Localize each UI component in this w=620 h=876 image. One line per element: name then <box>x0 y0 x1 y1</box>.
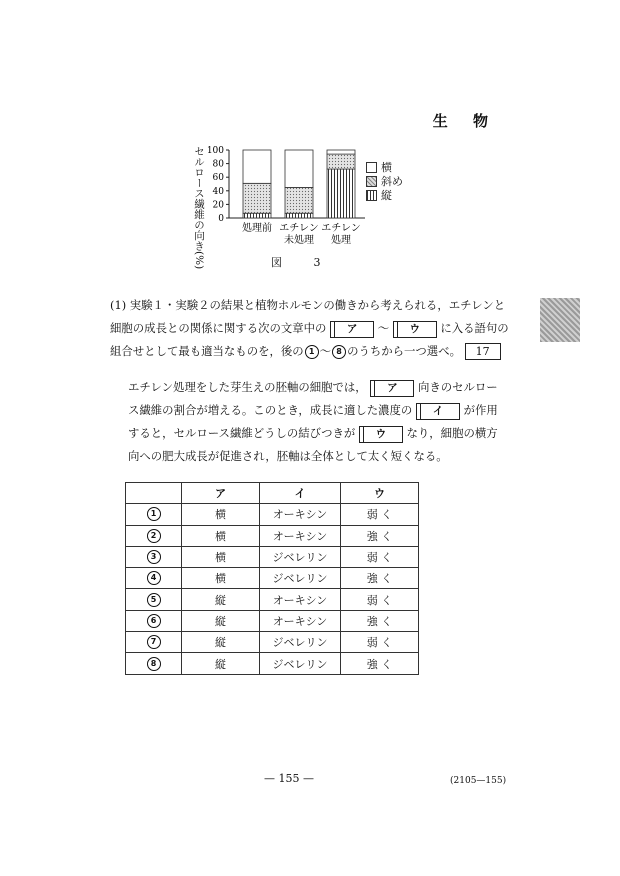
stacked-bar-chart <box>205 142 375 252</box>
cell-a: 横 <box>182 504 260 525</box>
circled-number: 8 <box>332 345 346 359</box>
table-row <box>126 610 419 631</box>
legend-label: 斜め <box>381 175 403 188</box>
subject-heading: 生 物 <box>432 112 498 130</box>
legend-swatch-vertical-icon <box>366 190 377 201</box>
x-tick-label: 処理 <box>331 235 351 246</box>
x-tick-label: 処理前 <box>242 223 272 234</box>
choices-table <box>125 482 419 675</box>
legend-item-yoko <box>366 160 403 174</box>
legend-item-naname <box>366 174 403 188</box>
choice-number: 1 <box>147 507 161 521</box>
header-cell: イ <box>260 483 341 504</box>
header-cell <box>126 483 182 504</box>
passage <box>128 376 508 468</box>
y-tick-label: 40 <box>212 186 224 197</box>
cell-a: 縦 <box>182 610 260 631</box>
circled-number: 1 <box>305 345 319 359</box>
choice-number: 3 <box>147 550 161 564</box>
x-tick-label: 未処理 <box>284 235 314 246</box>
figure-caption: 図 3 <box>271 256 335 269</box>
gray-index-tab <box>540 298 580 342</box>
cell-a: 縦 <box>182 589 260 610</box>
table-row <box>126 653 419 674</box>
legend-label: 横 <box>381 161 392 174</box>
cell-a: 横 <box>182 568 260 589</box>
cell-u: 弱 く <box>341 589 419 610</box>
bar-segment <box>243 183 271 213</box>
cell-i: ジベレリン <box>260 546 341 567</box>
choice-number: 4 <box>147 571 161 585</box>
y-tick-label: 20 <box>212 200 224 211</box>
y-axis-label: セルロース繊維の向き(%) <box>193 146 205 270</box>
legend-item-tate <box>366 188 403 202</box>
header-cell: ウ <box>341 483 419 504</box>
cell-u: 強 く <box>341 653 419 674</box>
passage-text: なり，細胞の横方向への肥大成長が促進され，胚軸は全体として太く短くなる。 <box>128 426 498 463</box>
passage-blank-c: ウ <box>359 426 403 443</box>
answer-number-box: 17 <box>465 343 501 360</box>
choice-number: 8 <box>147 657 161 671</box>
cell-u: 弱 く <box>341 632 419 653</box>
legend-swatch-blank-icon <box>366 162 377 173</box>
tilde: 〜 <box>377 321 390 335</box>
choice-number: 5 <box>147 593 161 607</box>
table-row <box>126 504 419 525</box>
question-text-c: のうちから一つ選べ。 <box>347 344 461 358</box>
cell-u: 強 く <box>341 525 419 546</box>
bar-segment <box>285 150 313 187</box>
table-row <box>126 546 419 567</box>
y-tick-label: 0 <box>218 214 224 224</box>
bar-segment <box>327 154 355 169</box>
table-row <box>126 589 419 610</box>
choice-number: 2 <box>147 529 161 543</box>
cell-u: 強 く <box>341 568 419 589</box>
blank-a: ア <box>330 321 374 338</box>
passage-text: エチレン処理をした芽生えの胚軸の細胞では， <box>128 380 367 394</box>
question-1 <box>110 294 510 363</box>
cell-u: 弱 く <box>341 546 419 567</box>
bar-segment <box>285 213 313 218</box>
page-number: — 155 — <box>264 772 314 785</box>
passage-text: 向きのセルロース繊維の割合が増える。このとき，成長に適した濃度の <box>128 380 498 417</box>
cell-a: 横 <box>182 525 260 546</box>
question-text-a: 実験１・実験２の結果と植物ホルモンの働きから考えられる，エチレンと細胞の成長との関係に関する次の文章中の <box>110 298 506 335</box>
table-header-row <box>126 483 419 504</box>
passage-blank-b: イ <box>416 403 460 420</box>
table-row <box>126 568 419 589</box>
cell-i: オーキシン <box>260 589 341 610</box>
bar-segment <box>327 150 355 154</box>
table-row <box>126 525 419 546</box>
cell-a: 縦 <box>182 653 260 674</box>
passage-blank-a: ア <box>370 380 414 397</box>
y-tick-label: 100 <box>206 146 224 156</box>
cell-a: 縦 <box>182 632 260 653</box>
cell-i: ジベレリン <box>260 568 341 589</box>
x-tick-label: エチレン <box>321 223 361 234</box>
cell-u: 強 く <box>341 610 419 631</box>
bar-segment <box>243 213 271 218</box>
y-tick-label: 60 <box>212 173 224 184</box>
cell-i: オーキシン <box>260 525 341 546</box>
bar-segment <box>243 150 271 183</box>
chart-legend <box>366 160 403 202</box>
cell-u: 弱 く <box>341 504 419 525</box>
y-tick-label: 80 <box>212 159 224 170</box>
legend-label: 縦 <box>381 189 392 202</box>
choice-number: 6 <box>147 614 161 628</box>
bar-segment <box>327 169 355 218</box>
cell-i: オーキシン <box>260 504 341 525</box>
legend-swatch-dotted-icon <box>366 176 377 187</box>
question-number: (1) <box>110 298 127 312</box>
bar-segment <box>285 187 313 213</box>
table-row <box>126 632 419 653</box>
blank-c: ウ <box>393 321 437 338</box>
tilde: 〜 <box>319 344 332 358</box>
choice-number: 7 <box>147 635 161 649</box>
passage-text: が作用すると，セルロース繊維どうしの結びつきが <box>128 403 498 440</box>
cell-a: 横 <box>182 546 260 567</box>
cell-i: ジベレリン <box>260 653 341 674</box>
page-code: (2105—155) <box>450 776 507 786</box>
cell-i: オーキシン <box>260 610 341 631</box>
header-cell: ア <box>182 483 260 504</box>
cell-i: ジベレリン <box>260 632 341 653</box>
x-tick-label: エチレン <box>279 223 319 234</box>
question-text-b: に入る語句の組合せとして最も適当なものを，後の <box>110 321 509 358</box>
